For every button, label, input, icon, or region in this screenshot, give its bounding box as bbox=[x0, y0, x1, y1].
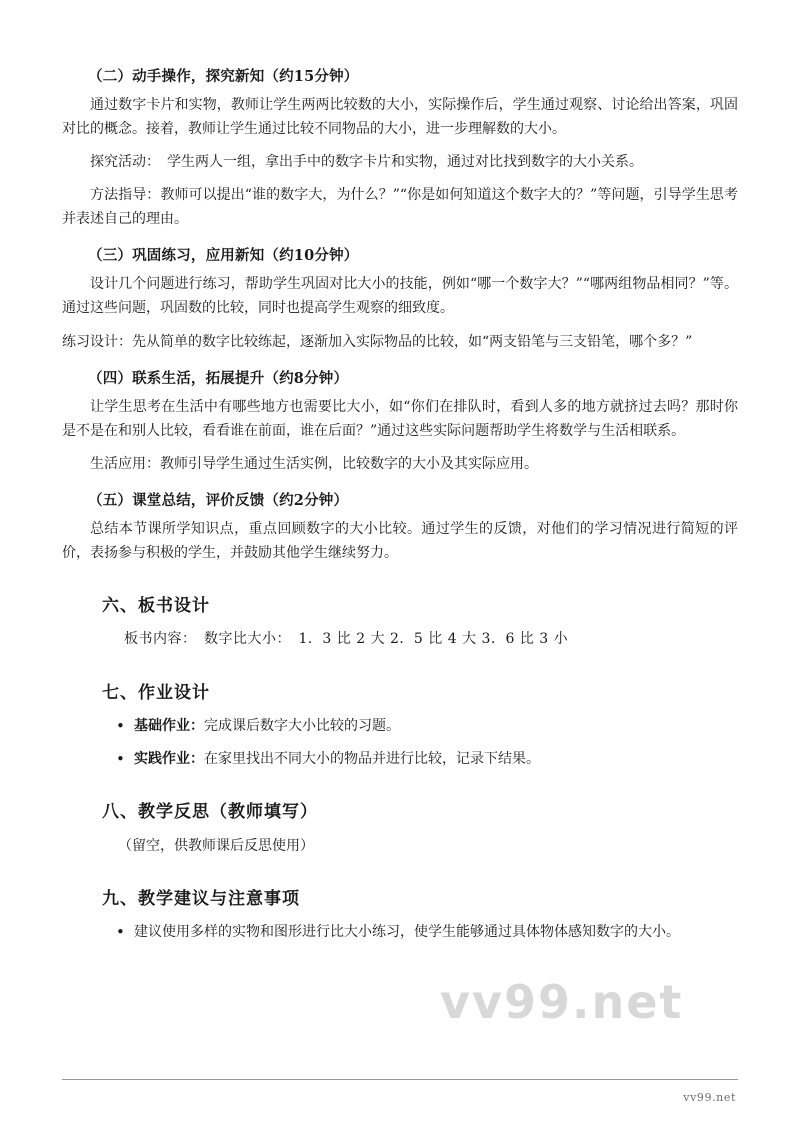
section-3-extra: 练习设计：先从简单的数字比较练起，逐渐加入实际物品的比较，如“两支铅笔与三支铅笔，哪个多？” bbox=[62, 333, 693, 350]
blackboard-content: 板书内容： 数字比大小： 1．3 比 2 大 2．5 比 4 大 3．6 比 3 小 bbox=[124, 631, 569, 648]
section-heading-4: （四）联系生活，拓展提升（约8分钟） bbox=[88, 369, 349, 387]
section-heading-2: （二）动手操作，探究新知（约15分钟） bbox=[88, 68, 359, 85]
document-body bbox=[62, 65, 738, 945]
homework-list bbox=[62, 715, 738, 772]
footer-divider bbox=[62, 1079, 738, 1080]
homework-label-1: 基础作业： bbox=[134, 717, 204, 734]
section-heading-3: （三）巩固练习，应用新知（约10分钟） bbox=[88, 247, 359, 265]
list-item bbox=[114, 921, 738, 945]
section-heading-5: （五）课堂总结，评价反馈（约2分钟） bbox=[88, 491, 349, 509]
section-4-paragraph-1: 让学生思考在生活中有哪些地方也需要比大小，如“你们在排队时，看到人多的地方就挤过去吗？那时你是不是在和别人比较，看看谁在前面，谁在后面？”通过这些实际问题帮助学生将数学与生活相联系。 bbox=[62, 398, 738, 439]
section-2-paragraph-2: 探究活动： 学生两人一组，拿出手中的数字卡片和实物，通过对比找到数字的大小关系。 bbox=[90, 154, 643, 171]
reflection-placeholder: （留空，供教师课后反思使用） bbox=[118, 838, 314, 855]
section-5-paragraph-1: 总结本节课所学知识点，重点回顾数字的大小比较。通过学生的反馈，对他们的学习情况进行简短的评价，表扬参与积极的学生，并鼓励其他学生继续努力。 bbox=[62, 520, 738, 561]
suggestion-list bbox=[62, 921, 738, 945]
section-2-paragraph-3: 方法指导：教师可以提出“谁的数字大，为什么？”“你是如何知道这个数字大的？”等问题，引导学生思考并表述自己的理由。 bbox=[62, 187, 738, 228]
section-3-paragraph-1: 设计几个问题进行练习，帮助学生巩固对比大小的技能，例如“哪一个数字大？”“哪两组物品相同？”等。通过这些问题，巩固数的比较，同时也提高学生观察的细致度。 bbox=[62, 276, 738, 317]
watermark-text: vv99.net bbox=[440, 975, 684, 1029]
homework-text-2: 在家里找出不同大小的物品并进行比较，记录下结果。 bbox=[204, 750, 540, 767]
major-heading-six: 六、板书设计 bbox=[102, 596, 210, 617]
list-item bbox=[114, 715, 738, 739]
section-2-paragraph-1: 通过数字卡片和实物，教师让学生两两比较数的大小，实际操作后，学生通过观察、讨论给出答案，巩固对比的概念。接着，教师让学生通过比较不同物品的大小，进一步理解数的大小。 bbox=[62, 97, 738, 138]
footer-label: vv99.net bbox=[683, 1091, 736, 1104]
major-heading-eight: 八、教学反思（教师填写） bbox=[102, 802, 318, 823]
suggestion-text-1: 建议使用多样的实物和图形进行比大小练习，使学生能够通过具体物体感知数字的大小。 bbox=[134, 924, 680, 941]
section-4-paragraph-2: 生活应用：教师引导学生通过生活实例，比较数字的大小及其实际应用。 bbox=[90, 455, 538, 472]
homework-text-1: 完成课后数字大小比较的习题。 bbox=[204, 717, 400, 734]
homework-label-2: 实践作业： bbox=[134, 750, 204, 767]
major-heading-seven: 七、作业设计 bbox=[102, 682, 210, 703]
list-item bbox=[114, 748, 738, 772]
major-heading-nine: 九、教学建议与注意事项 bbox=[102, 889, 300, 910]
